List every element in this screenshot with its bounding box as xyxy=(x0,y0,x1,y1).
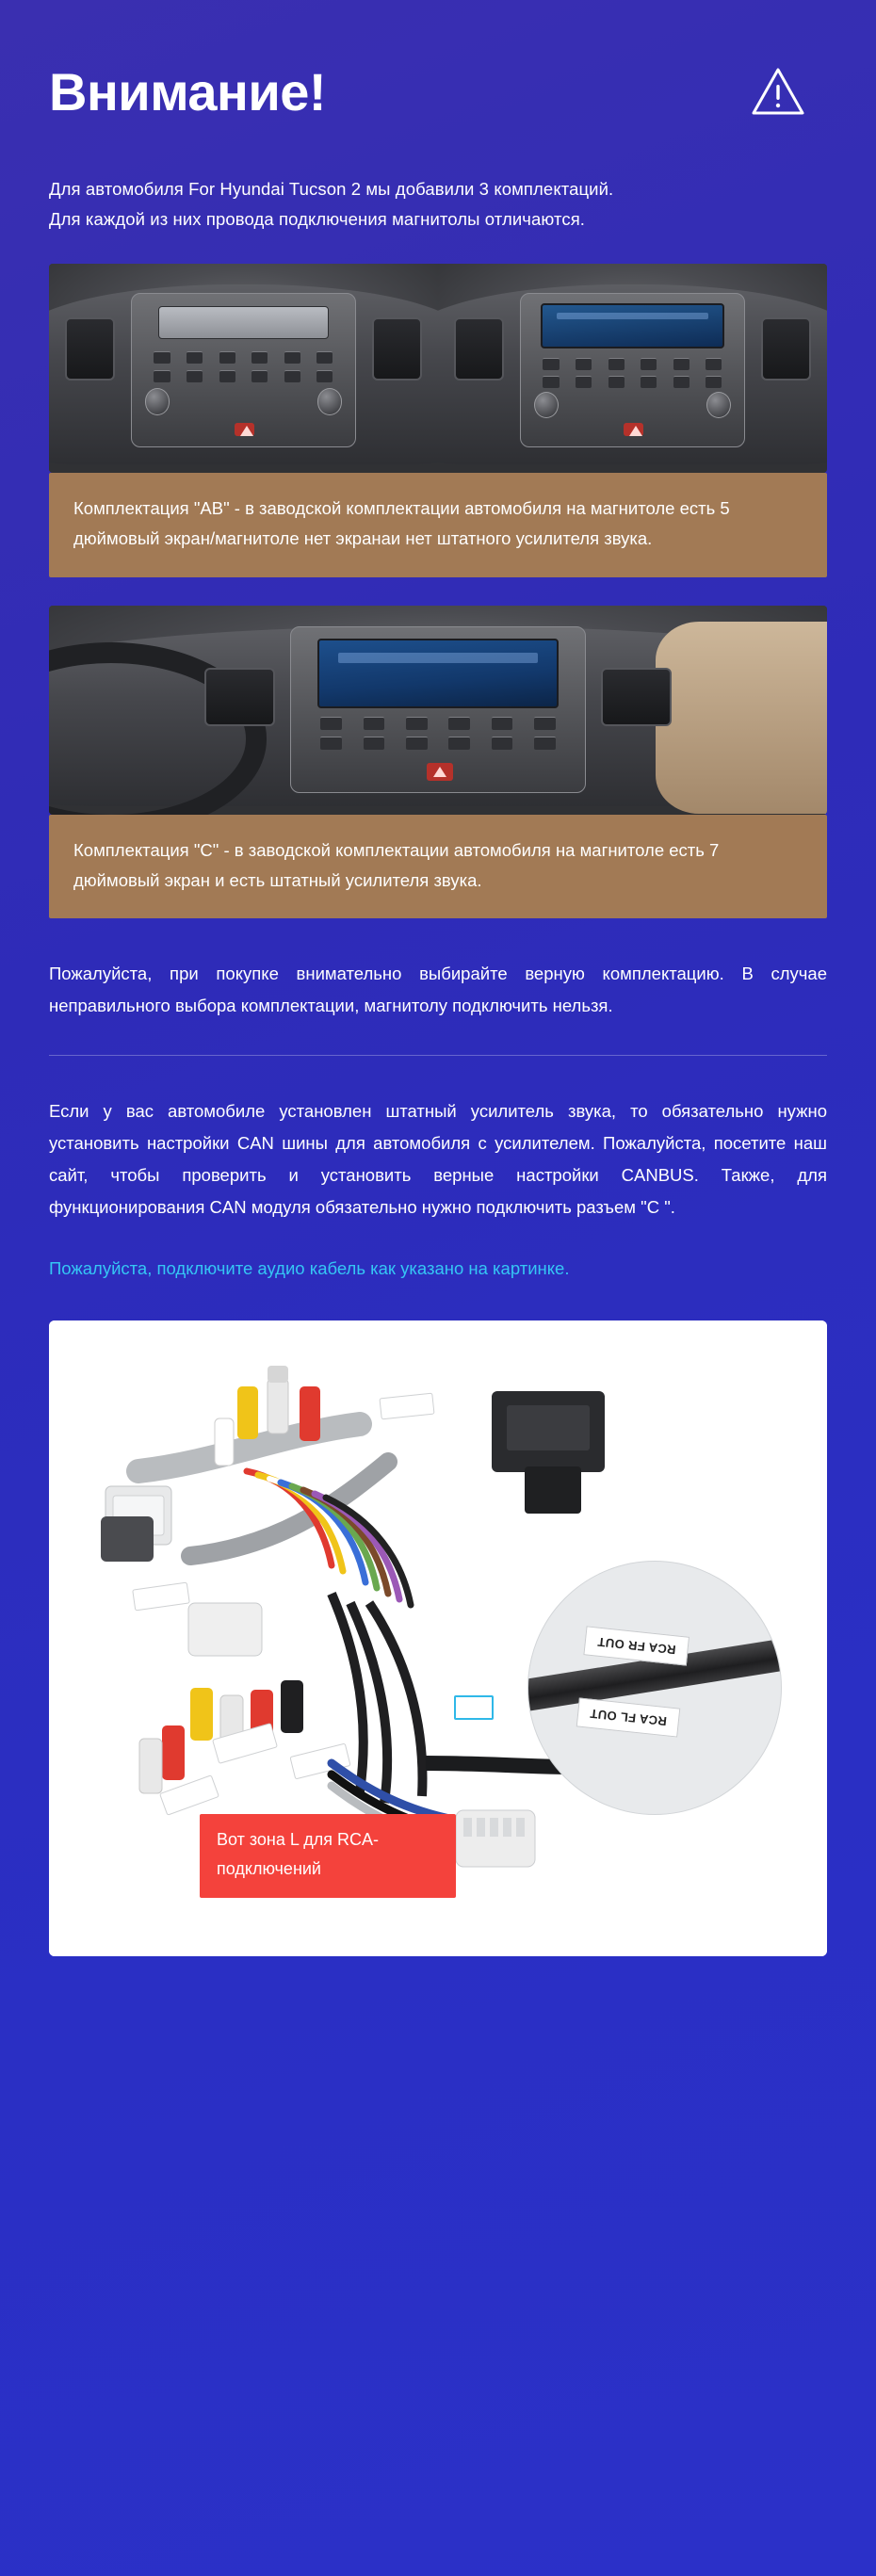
photo-trim-c xyxy=(49,606,827,815)
intro-line-1: Для автомобиля For Hyundai Tucson 2 мы добавили 3 комплектаций. xyxy=(49,179,614,199)
paragraph-audio-cable: Пожалуйста, подключите аудио кабель как указано на картинке. xyxy=(49,1257,570,1278)
page-header xyxy=(49,61,827,122)
rca-fr-out-label: RCA FR OUT xyxy=(584,1626,689,1665)
section-divider xyxy=(49,1055,827,1056)
warning-triangle-icon xyxy=(750,64,806,121)
rca-zoom-bubble xyxy=(527,1561,782,1815)
trim-block-c xyxy=(49,606,827,919)
intro-text xyxy=(49,174,827,235)
intro-line-2: Для каждой из них провода подключения магнитолы отличаются. xyxy=(49,209,586,230)
trim-block-ab xyxy=(49,264,827,577)
page-title: Внимание! xyxy=(49,62,327,122)
photo-trim-ab xyxy=(49,264,827,473)
caption-trim-ab: Комплектация "АВ" - в заводской комплектации автомобиля на магнитоле есть 5 дюймовый экран/магнитоле нет экранаи нет штатного усилителя звука. xyxy=(49,473,827,577)
rca-zone-marker xyxy=(454,1695,494,1720)
paragraph-choose-trim: Пожалуйста, при покупке внимательно выбирайте верную комплектацию. В случае неправильного выбора комплектации, магнитолу подключить нельзя. xyxy=(49,964,827,1016)
paragraph-canbus: Если у вас автомобиле установлен штатный усилитель звука, то обязательно нужно установить настройки CAN шины для автомобиля с усилителем. Пожалуйста, посетите наш сайт, чтобы проверить и установить верные настройки CANBUS. Также, для функционирования CAN модуля обязательно нужно подключить разъем "C ". xyxy=(49,1100,827,1218)
photo-dashboard-no-screen xyxy=(49,264,438,473)
wiring-harness-card xyxy=(49,1320,827,1956)
rca-fl-out-label: RCA FL OUT xyxy=(576,1697,681,1737)
caption-trim-c: Комплектация "C" - в заводской комплектации автомобиля на магнитоле есть 7 дюймовый экран и есть штатный усилителя звука. xyxy=(49,815,827,919)
photo-dashboard-small-screen xyxy=(438,264,827,473)
rca-zone-callout: Вот зона L для RCA-подключений xyxy=(200,1814,456,1898)
